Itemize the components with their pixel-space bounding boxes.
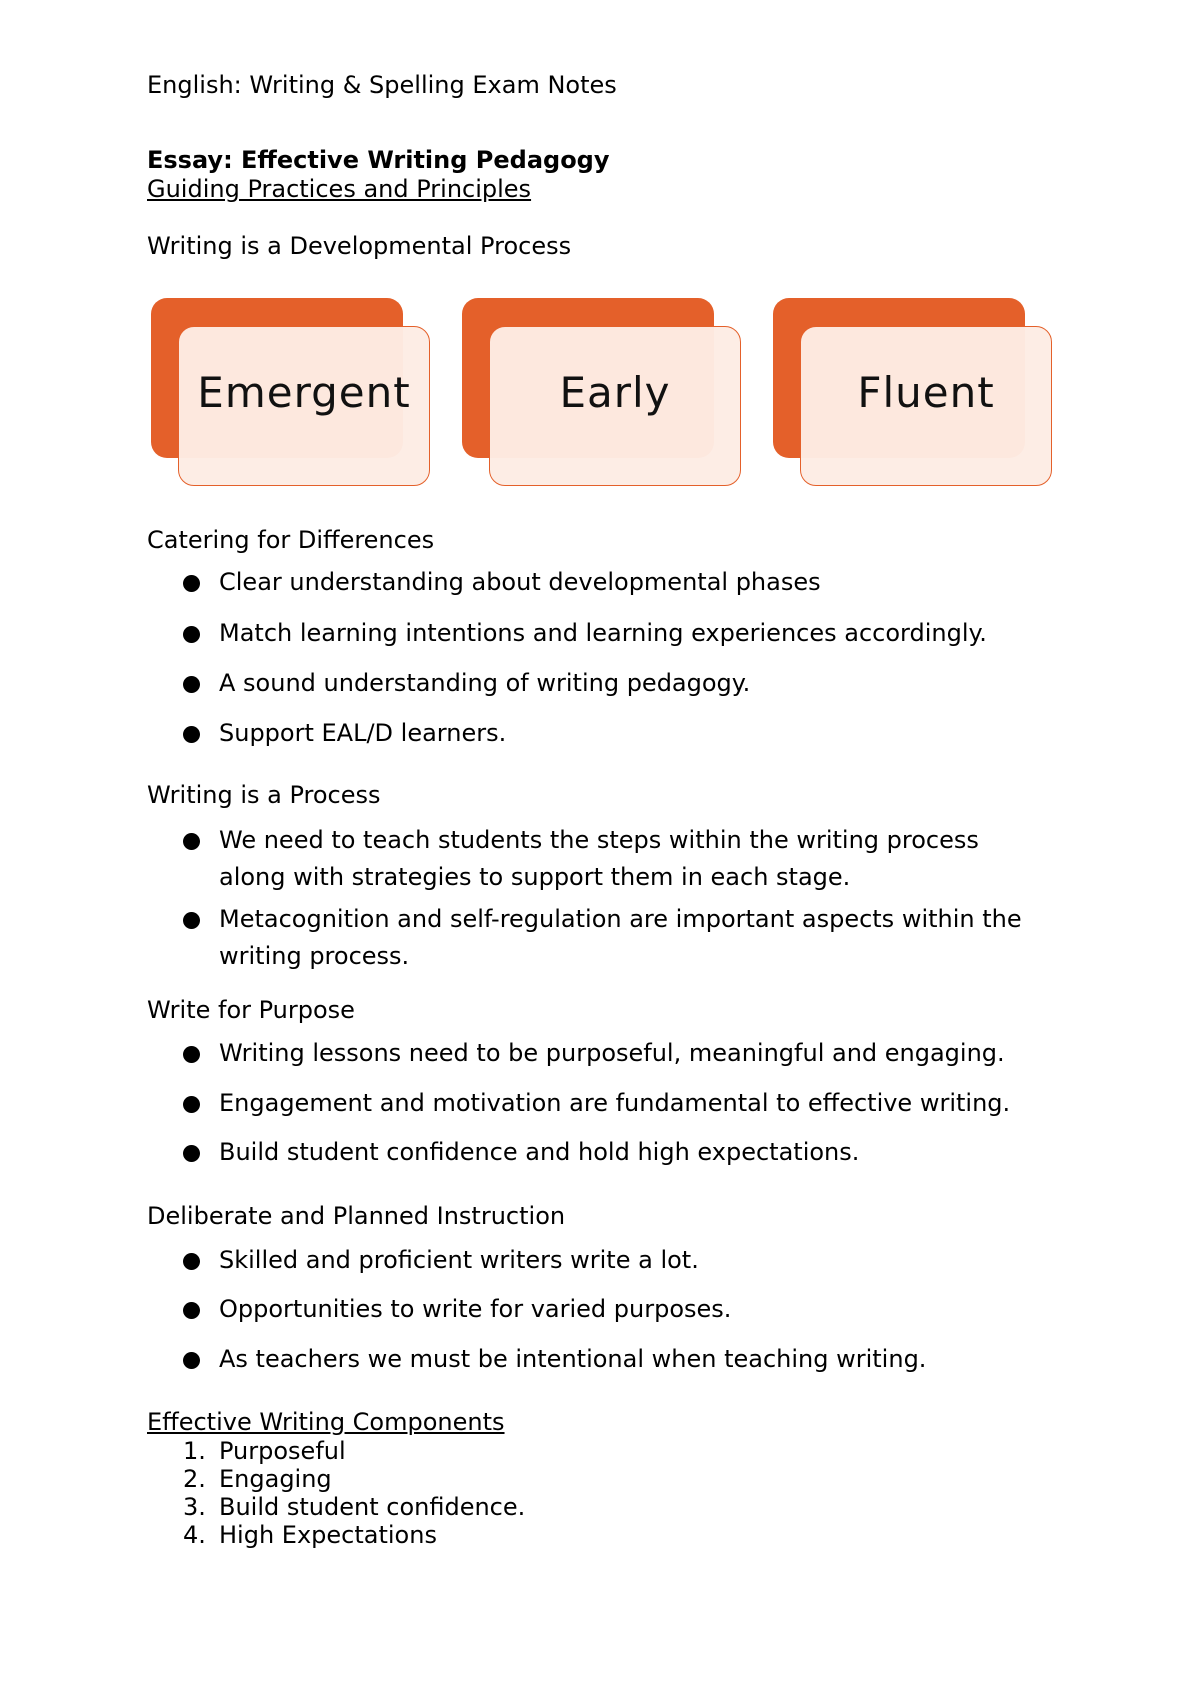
stage-box-fluent	[768, 298, 1048, 498]
list-item-text: Writing lessons need to be purposeful, meaningful and engaging.	[219, 1039, 1005, 1067]
list-item-text: Engagement and motivation are fundamental to effective writing.	[219, 1089, 1011, 1117]
list-number: 3.	[183, 1493, 206, 1521]
bullet-icon	[183, 912, 200, 929]
stage-box-early	[457, 298, 737, 498]
section-heading: Writing is a Process	[147, 781, 381, 809]
list-item-text: Build student confidence.	[219, 1493, 526, 1521]
essay-subtitle: Guiding Practices and Principles	[147, 175, 532, 203]
list-item-text: Skilled and proficient writers write a lot.	[219, 1246, 699, 1274]
list-item-text: Metacognition and self-regulation are important aspects within the	[219, 905, 1022, 933]
section-heading: Catering for Differences	[147, 526, 435, 554]
stage-label: Fluent	[857, 368, 995, 417]
list-number: 4.	[183, 1521, 206, 1549]
list-item-text: along with strategies to support them in each stage.	[219, 863, 851, 891]
list-item-text: As teachers we must be intentional when teaching writing.	[219, 1345, 927, 1373]
list-number: 1.	[183, 1437, 206, 1465]
bullet-icon	[183, 676, 200, 693]
bullet-icon	[183, 1096, 200, 1113]
list-item-text: Opportunities to write for varied purposes.	[219, 1295, 732, 1323]
list-item-text: Clear understanding about developmental phases	[219, 568, 821, 596]
bullet-icon	[183, 626, 200, 643]
stage-label: Emergent	[197, 368, 411, 417]
stage-box-emergent	[146, 298, 426, 498]
list-item-text: High Expectations	[219, 1521, 437, 1549]
document-header: English: Writing & Spelling Exam Notes	[147, 71, 617, 99]
bullet-icon	[183, 726, 200, 743]
components-heading: Effective Writing Components	[147, 1408, 505, 1436]
list-item-text: writing process.	[219, 942, 410, 970]
list-item-text: A sound understanding of writing pedagogy.	[219, 669, 751, 697]
bullet-icon	[183, 1253, 200, 1270]
list-item-text: Engaging	[219, 1465, 332, 1493]
list-item-text: We need to teach students the steps within the writing process	[219, 826, 979, 854]
bullet-icon	[183, 1046, 200, 1063]
bullet-icon	[183, 1302, 200, 1319]
list-item-text: Build student confidence and hold high expectations.	[219, 1138, 860, 1166]
list-item-text: Support EAL/D learners.	[219, 719, 507, 747]
section-heading: Write for Purpose	[147, 996, 355, 1024]
bullet-icon	[183, 1352, 200, 1369]
section-heading: Deliberate and Planned Instruction	[147, 1202, 566, 1230]
list-item-text: Purposeful	[219, 1437, 346, 1465]
stage-label: Early	[559, 368, 671, 417]
bullet-icon	[183, 1145, 200, 1162]
essay-title: Essay: Effective Writing Pedagogy	[147, 146, 610, 174]
list-item-text: Match learning intentions and learning experiences accordingly.	[219, 619, 987, 647]
bullet-icon	[183, 575, 200, 592]
intro-heading: Writing is a Developmental Process	[147, 232, 572, 260]
bullet-icon	[183, 833, 200, 850]
list-number: 2.	[183, 1465, 206, 1493]
